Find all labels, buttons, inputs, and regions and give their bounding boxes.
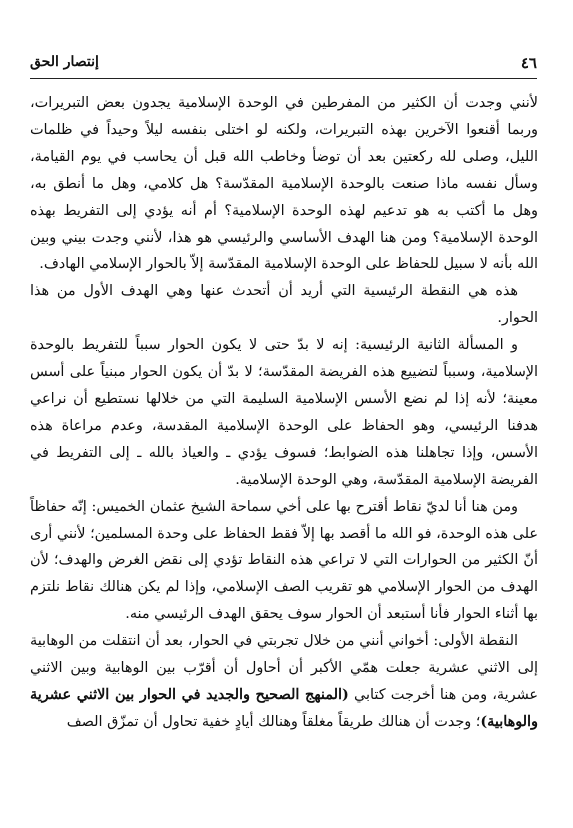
paragraph-1: لأنني وجدت أن الكثير من المفرطين في الوحدة الإسلامية يجدون بعض التبريرات، وربما أقنعوا الآخرين بهذه التبريرات، ولكنه لو اختلى بنفسه ليلاً وحيداً في ظلمات الليل، وصلى لله ركعتين بعد أن توضأ وخاطب الله قبل أن يحاسب في يوم القيامة، وسأل نفسه ماذا صنعت بالوحدة الإسلامية المقدّسة؟ هل كلامي، وهل ما أنطق به، وهل ما أكتب به هو تدعيم لهذه الوحدة الإسلامية؟ أم أنه يؤدي إلى التفريط بهذه الوحدة الإسلامية؟ ومن هنا الهدف الأساسي والرئيسي هو هذا، لأنني وجدت بيني وبين الله بأنه لا سبيل للحفاظ على الوحدة الإسلامية المقدّسة إلاّ بالحوار الإسلامي الهادف.	[30, 95, 538, 273]
running-title: إنتصار الحق	[30, 54, 99, 70]
paragraph-5	[30, 628, 538, 736]
paragraph-2: هذه هي النقطة الرئيسية التي أريد أن أتحدث عنها وهي الهدف الأول من هذا الحوار.	[30, 283, 538, 327]
page-header	[30, 52, 537, 79]
paragraph-5-text-before: النقطة الأولى: أخواني أنني من خلال تجربتي في الحوار، بعد أن انتقلت من الوهابية إلى الاثني عشرية جعلت همّي الأكبر أن أحاول أن أقرّب بين الوهابية وبين الاثني عشرية، ومن هنا أخرجت كتابي	[30, 633, 538, 703]
paragraph-4: ومن هنا أنا لديّ نقاط أقترح بها على أخي سماحة الشيخ عثمان الخميس: إنّه حفاظاً على هذه الوحدة، فو الله ما أقصد بها إلاّ فقط الحفاظ على وحدة المسلمين؛ لأنني أرى أنّ الكثير من الحوارات التي لا تراعي هذه النقاط تؤدي إلى نقض الغرض والهدف؛ لأن الهدف من الحوار الإسلامي هو تقريب الصف الإسلامي، وإذا لم يكن هنالك نقاط نلتزم بها أثناء الحوار فأنا أستبعد أن الحوار سوف يحقق الهدف الرئيسي منه.	[30, 498, 538, 623]
body-text	[30, 90, 538, 736]
page-number: ٤٦	[520, 54, 537, 72]
paragraph-5-text-after: ؛ وجدت أن هنالك طريقاً مغلقاً وهنالك أيادٍ خفية تحاول أن تمزّق الصف	[66, 713, 481, 730]
paragraph-3: و المسألة الثانية الرئيسية: إنه لا بدّ حتى لا يكون الحوار سبباً للتفريط بالوحدة الإسلامية، وسبباً لتضييع هذه الفريضة المقدّسة؛ لا بدّ أن يكون الحوار مبنياً على أسس معينة؛ لأنه إذا لم نضع الأسس الإسلامية السليمة التي من خلالها نستطيع أن نراعي هدفنا الرئيسي، وهو الحفاظ على الوحدة الإسلامية المقدسة، وعدم مراعاة هذه الأسس، وإذا تجاهلنا هذه الضوابط؛ فسوف يؤدي ـ والعياذ بالله ـ إلى التفريط في الفريضة الإسلامية المقدّسة، وهي الوحدة الإسلامية.	[30, 337, 538, 488]
book-title: (المنهج الصحيح والجديد في الحوار بين الاثني عشرية والوهابية)	[30, 685, 538, 730]
